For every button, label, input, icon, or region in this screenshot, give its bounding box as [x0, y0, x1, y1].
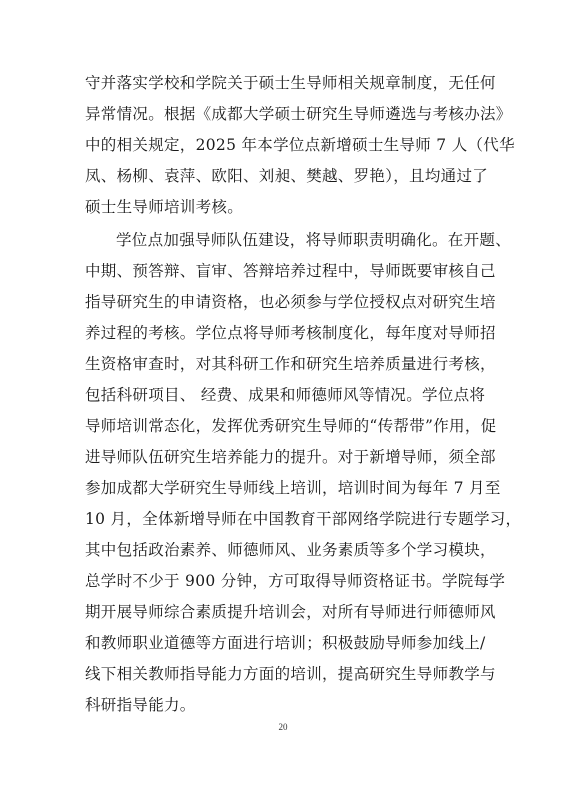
paragraph-line: 指导研究生的申请资格，也必须参与学位授权点对研究生培	[85, 293, 496, 311]
paragraph-line: 包括科研项目、 经费、成果和师德师风等情况。学位点将	[85, 386, 486, 404]
paragraph-line: 凤、杨柳、袁萍、欧阳、刘昶、樊越、罗艳），且均通过了	[85, 167, 489, 185]
page-number: 20	[278, 722, 288, 732]
paragraph-line: 异常情况。根据《成都大学硕士研究生导师遴选与考核办法》	[85, 105, 512, 123]
paragraph-line: 导师培训常态化，发挥优秀研究生导师的“传帮带”作用，促	[85, 417, 497, 435]
paragraph-line: 和教师职业道德等方面进行培训；积极鼓励导师参加线上/	[85, 634, 486, 652]
paragraph-line: 中的相关规定，2025 年本学位点新增硕士生导师 7 人（代华	[85, 136, 515, 154]
paragraph-line: 总学时不少于 900 分钟，方可取得导师资格证书。学院每学	[85, 572, 506, 590]
paragraph-line: 参加成都大学研究生导师线上培训，培训时间为每年 7 月至	[85, 479, 501, 497]
paragraph-line: 生资格审查时，对其科研工作和研究生培养质量进行考核，	[85, 355, 496, 373]
paragraph-line: 中期、预答辩、盲审、答辩培养过程中，导师既要审核自己	[85, 262, 496, 280]
paragraph-line: 其中包括政治素养、师德师风、业务素质等多个学习模块，	[85, 541, 496, 559]
paragraph-line: 线下相关教师指导能力方面的培训，提高研究生导师教学与	[85, 665, 496, 683]
paragraph-line: 10 月，全体新增导师在中国教育干部网络学院进行专题学习，	[85, 510, 522, 528]
paragraph-line: 养过程的考核。学位点将导师考核制度化，每年度对导师招	[85, 324, 496, 342]
paragraph-line: 硕士生导师培训考核。	[85, 198, 244, 216]
paragraph-line: 期开展导师综合素质提升培训会，对所有导师进行师德师风	[85, 603, 496, 621]
paragraph-line: 学位点加强导师队伍建设，将导师职责明确化。在开题、	[116, 231, 512, 249]
paragraph-line: 进导师队伍研究生培养能力的提升。对于新增导师，须全部	[85, 448, 496, 466]
paragraph-line: 科研指导能力。	[85, 696, 196, 714]
paragraph-line: 守并落实学校和学院关于硕士生导师相关规章制度，无任何	[85, 74, 496, 92]
